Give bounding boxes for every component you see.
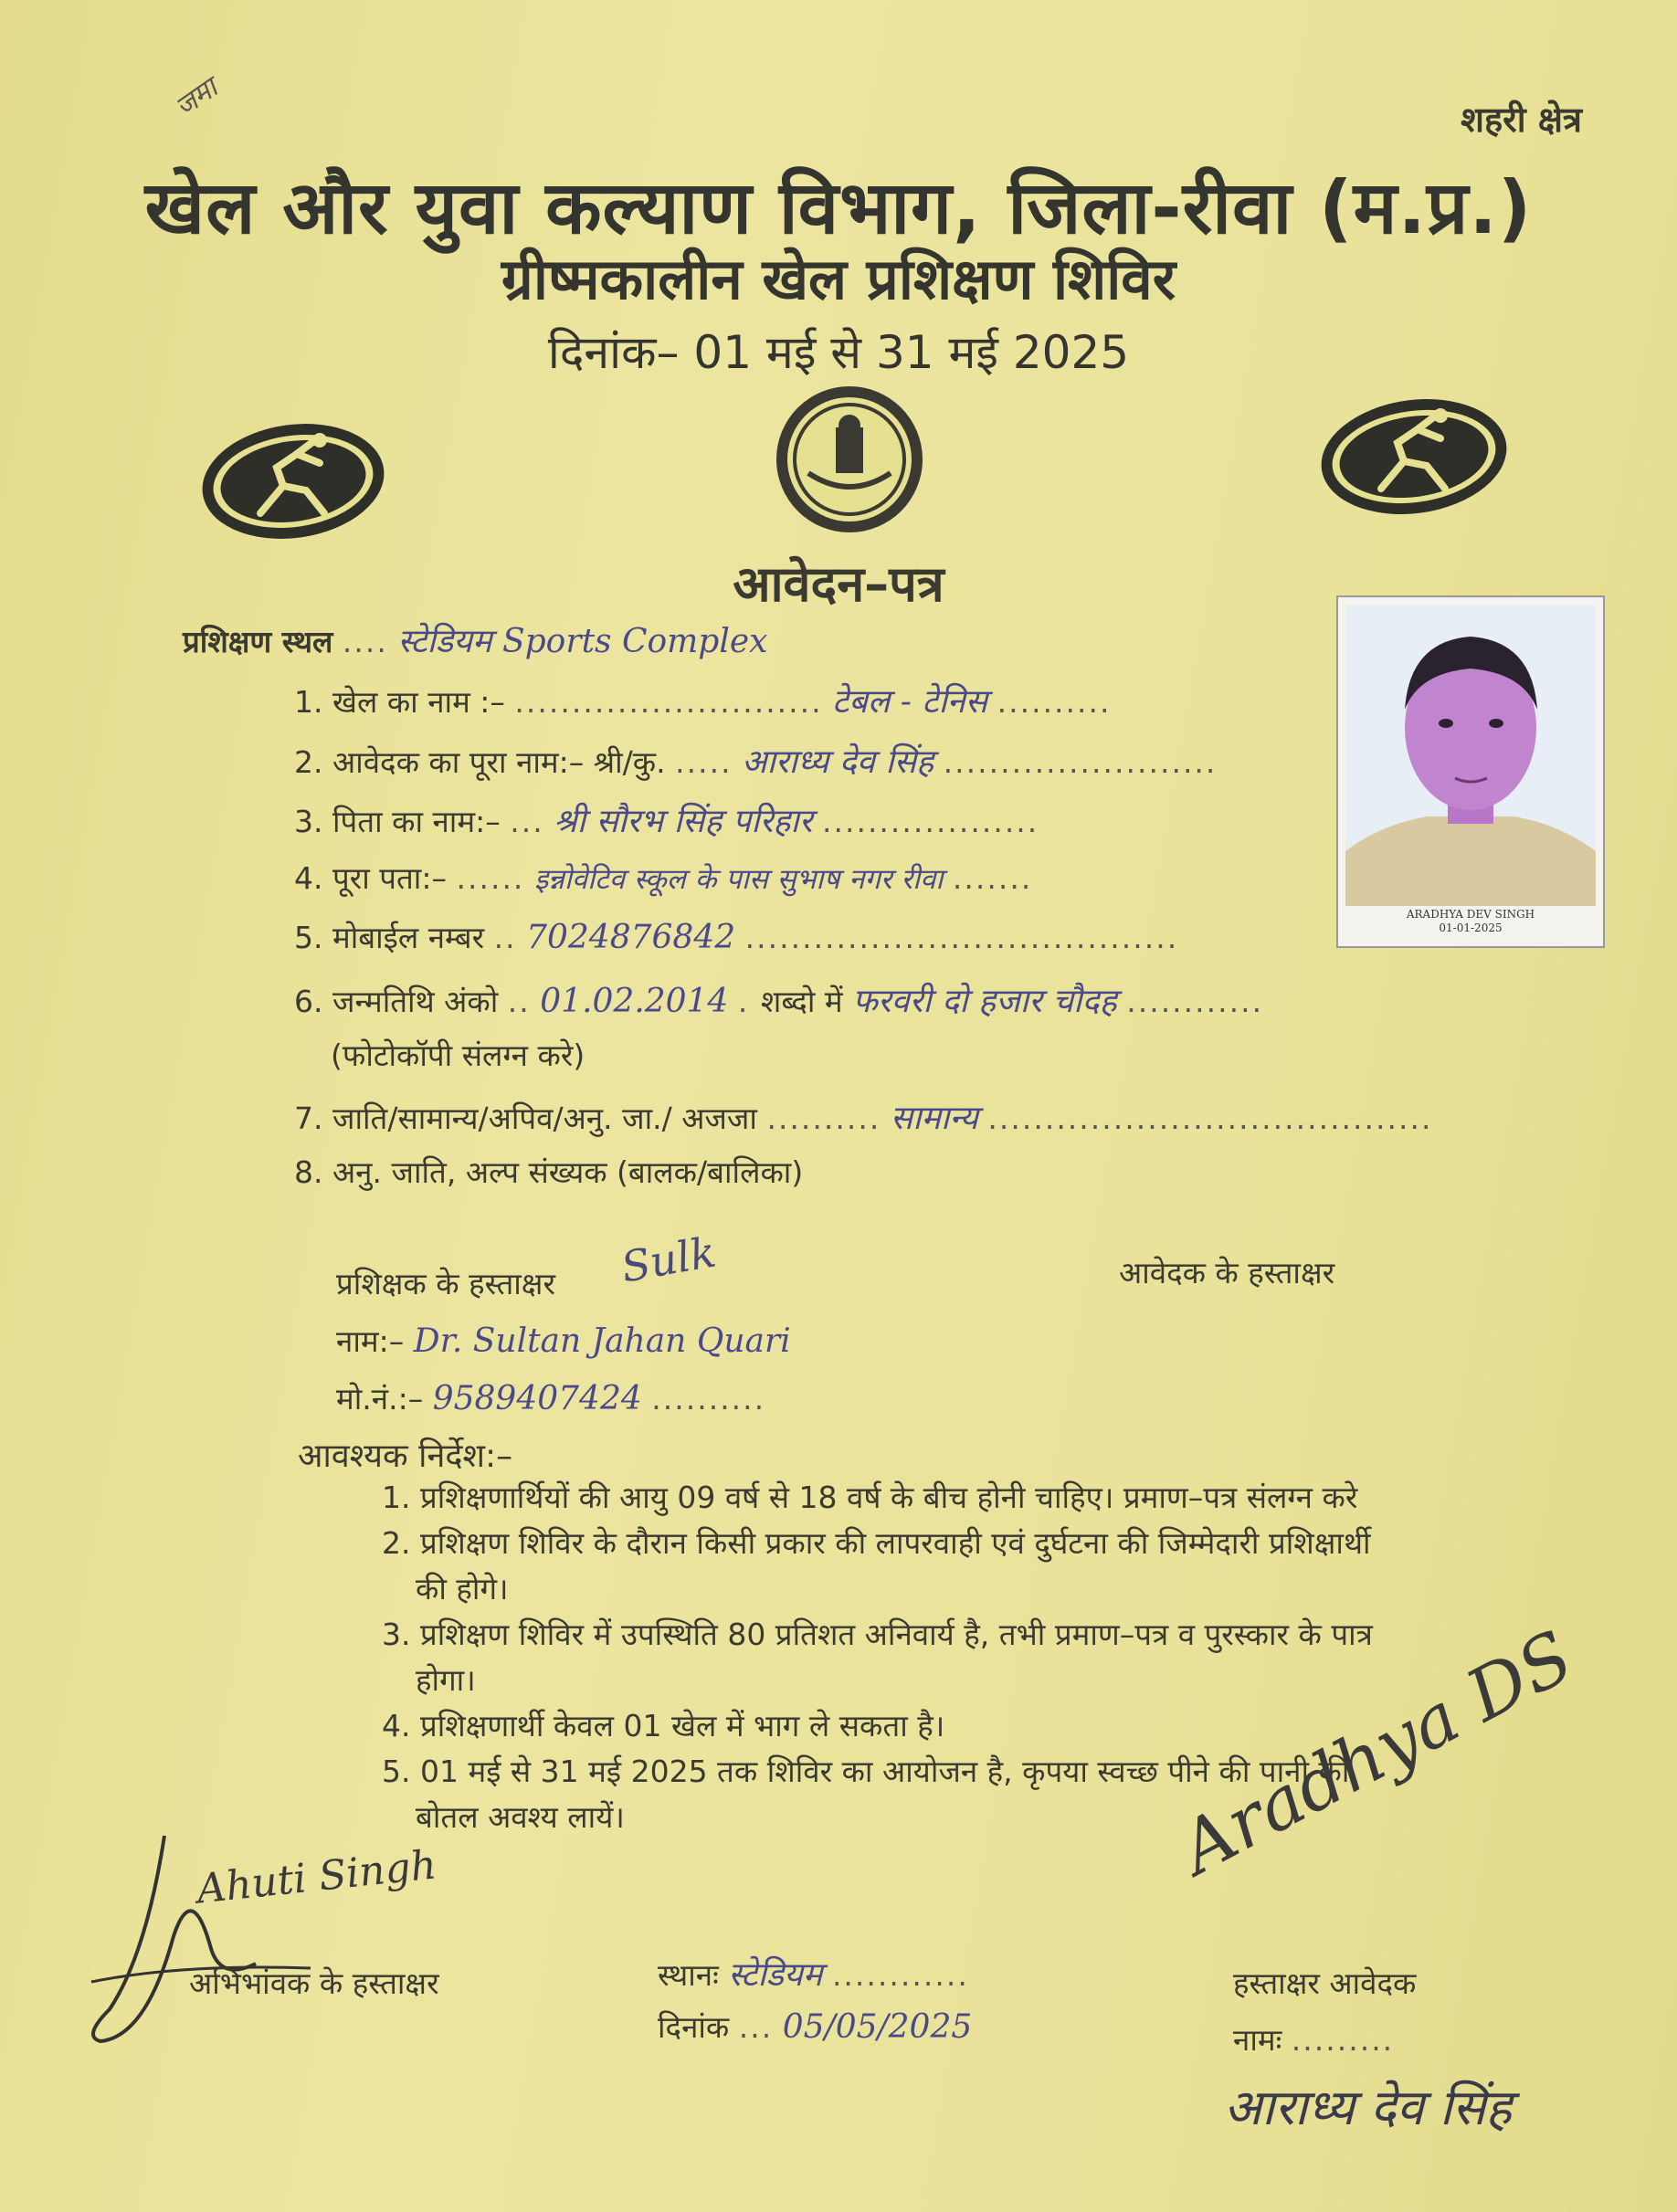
top-note-handwriting: जमा (169, 72, 224, 124)
applicant-name-row (1233, 2018, 1394, 2059)
dots: ................... (821, 804, 1039, 839)
instruction-item: 2. प्रशिक्षण शिविर के दौरान किसी प्रकार की लापरवाही एवं दुर्घटना की जिम्मेदारी प्रशिक्षार्थी (382, 1525, 1371, 1561)
guardian-sign-label: अभिभांवक के हस्ताक्षर (189, 1965, 439, 2001)
field-value: टेबल - टेनिस (832, 683, 988, 721)
field-sport (294, 678, 1112, 722)
dots: .. (493, 920, 517, 955)
field-label: 1. खेल का नाम :– (294, 684, 505, 720)
dots: .......... (997, 684, 1112, 720)
dots: ...... (456, 860, 525, 896)
instruction-item: की होगे। (416, 1571, 509, 1606)
trainer-mobile-value: 9589407424 (432, 1380, 642, 1417)
applicant-name-label: नामः (1233, 2022, 1282, 2058)
venue-row (183, 617, 767, 662)
zone-label: शहरी क्षेत्र (1461, 100, 1582, 140)
field-applicant-name (294, 738, 1217, 783)
field-label-words: शब्दो में (760, 984, 843, 1019)
trainer-mobile-row (336, 1377, 765, 1418)
photo-caption-date: 01-01-2025 (1439, 922, 1503, 934)
dots: .......... (766, 1101, 881, 1136)
venue-value: स्टेडियम Sports Complex (397, 623, 768, 660)
trainer-mobile-label: मो.नं.:– (336, 1381, 424, 1417)
dots: ... (510, 804, 544, 839)
field-category (294, 1151, 803, 1192)
venue-label: प्रशिक्षण स्थल (183, 624, 333, 659)
trainer-name-value: Dr. Sultan Jahan Quari (413, 1322, 791, 1360)
field-value: श्री सौरभ सिंह परिहार (554, 803, 813, 840)
field-label: 5. मोबाईल नम्बर (294, 920, 485, 955)
field-address (294, 857, 1032, 898)
photo-caption (1338, 908, 1603, 935)
dots: ........................ (943, 744, 1218, 780)
field-label: 4. पूरा पता:– (294, 860, 447, 896)
instruction-item: 1. प्रशिक्षणार्थियों की आयु 09 वर्ष से 18 वर्ष के बीच होनी चाहिए। प्रमाण–पत्र संलग्न करे (382, 1480, 1358, 1515)
applicant-name-value: आराध्य देव सिंह (1224, 2079, 1513, 2136)
field-value: 01.02.2014 (540, 983, 729, 1020)
applicant-signature: Aradhya DS (1166, 1616, 1587, 1891)
state-emblem-seal (772, 382, 927, 537)
field-label: 2. आवेदक का पूरा नाम:– श्री/कु. (294, 744, 666, 780)
field-label: 7. जाति/सामान्य/अपिव/अनु. जा./ अजजा (294, 1101, 757, 1136)
dots: .......... (651, 1381, 766, 1417)
instructions-heading: आवश्यक निर्देश:– (298, 1438, 513, 1475)
applicant-photo (1336, 595, 1605, 948)
date-value: 05/05/2025 (782, 2008, 973, 2046)
dots: ...................................... (744, 920, 1179, 955)
field-value: सामान्य (890, 1100, 978, 1137)
photo-image (1345, 605, 1596, 906)
dots: . (737, 984, 761, 1019)
place-row (658, 1951, 969, 1996)
dots: ......... (1291, 2022, 1395, 2058)
applicant-sign-label: आवेदक के हस्ताक्षर (1119, 1255, 1335, 1290)
field-mobile (294, 916, 1178, 957)
form-title: आवेदन–पत्र (733, 555, 944, 613)
place-label: स्थानः (658, 1957, 719, 1993)
dots: ... (738, 2009, 774, 2045)
field-label: 8. अनु. जाति, अल्प संख्यक (बालक/बालिका) (294, 1154, 804, 1190)
instruction-item: 4. प्रशिक्षणार्थी केवल 01 खेल में भाग ले सकता है। (382, 1708, 945, 1743)
field-dob (294, 977, 1263, 1022)
trainer-name-label: नाम:– (336, 1323, 405, 1359)
sports-logo-right (1315, 388, 1513, 525)
dots: ....... (952, 860, 1033, 896)
dots: ....................................... (987, 1101, 1433, 1136)
trainer-signature: Sulk (617, 1227, 720, 1292)
date-row (658, 2006, 972, 2047)
dots: ............ (831, 1957, 969, 1993)
dots: ............ (1126, 984, 1264, 1019)
department-title: खेल और युवा कल्याण विभाग, जिला-रीवा (म.प्र.) (144, 165, 1533, 250)
field-value: आराध्य देव सिंह (742, 743, 934, 781)
dots: ........................... (514, 684, 823, 720)
dots: ..... (675, 744, 733, 780)
instruction-item: 3. प्रशिक्षण शिविर में उपस्थिति 80 प्रतिशत अनिवार्य है, तभी प्रमाण–पत्र व पुरस्कार के पात्र (382, 1617, 1373, 1652)
field-value-words: फरवरी दो हजार चौदह (852, 983, 1117, 1020)
photo-caption-name: ARADHYA DEV SINGH (1406, 908, 1535, 921)
instruction-item: 5. 01 मई से 31 मई 2025 तक शिविर का आयोजन है, कृपया स्वच्छ पीने की पानी की (382, 1754, 1350, 1789)
place-value: स्टेडियम (728, 1956, 823, 1994)
field-caste (294, 1094, 1432, 1139)
field-value: इन्नोवेटिव स्कूल के पास सुभाष नगर रीवा (533, 863, 944, 896)
instruction-item: होगा। (416, 1662, 476, 1698)
trainer-name-row (336, 1320, 791, 1361)
dots: .. (507, 984, 531, 1019)
dots: .... (342, 624, 388, 659)
guardian-signature: Ahuti Singh (195, 1841, 439, 1913)
dob-note: (फोटोकॉपी संलग्न करे) (331, 1038, 585, 1073)
instruction-item: बोतल अवश्य लायें। (416, 1799, 625, 1835)
sports-logo-left (196, 413, 390, 550)
field-label: 3. पिता का नाम:– (294, 804, 501, 839)
camp-dates: दिनांक– 01 मई से 31 मई 2025 (547, 326, 1130, 379)
field-father-name (294, 797, 1039, 842)
field-label: 6. जन्मतिथि अंको (294, 984, 499, 1019)
trainer-sign-label: प्रशिक्षक के हस्ताक्षर (336, 1266, 555, 1301)
date-label: दिनांक (658, 2009, 730, 2045)
camp-title: ग्रीष्मकालीन खेल प्रशिक्षण शिविर (501, 246, 1176, 312)
applicant-label: हस्ताक्षर आवेदक (1233, 1965, 1417, 2001)
field-value: 7024876842 (526, 919, 736, 956)
